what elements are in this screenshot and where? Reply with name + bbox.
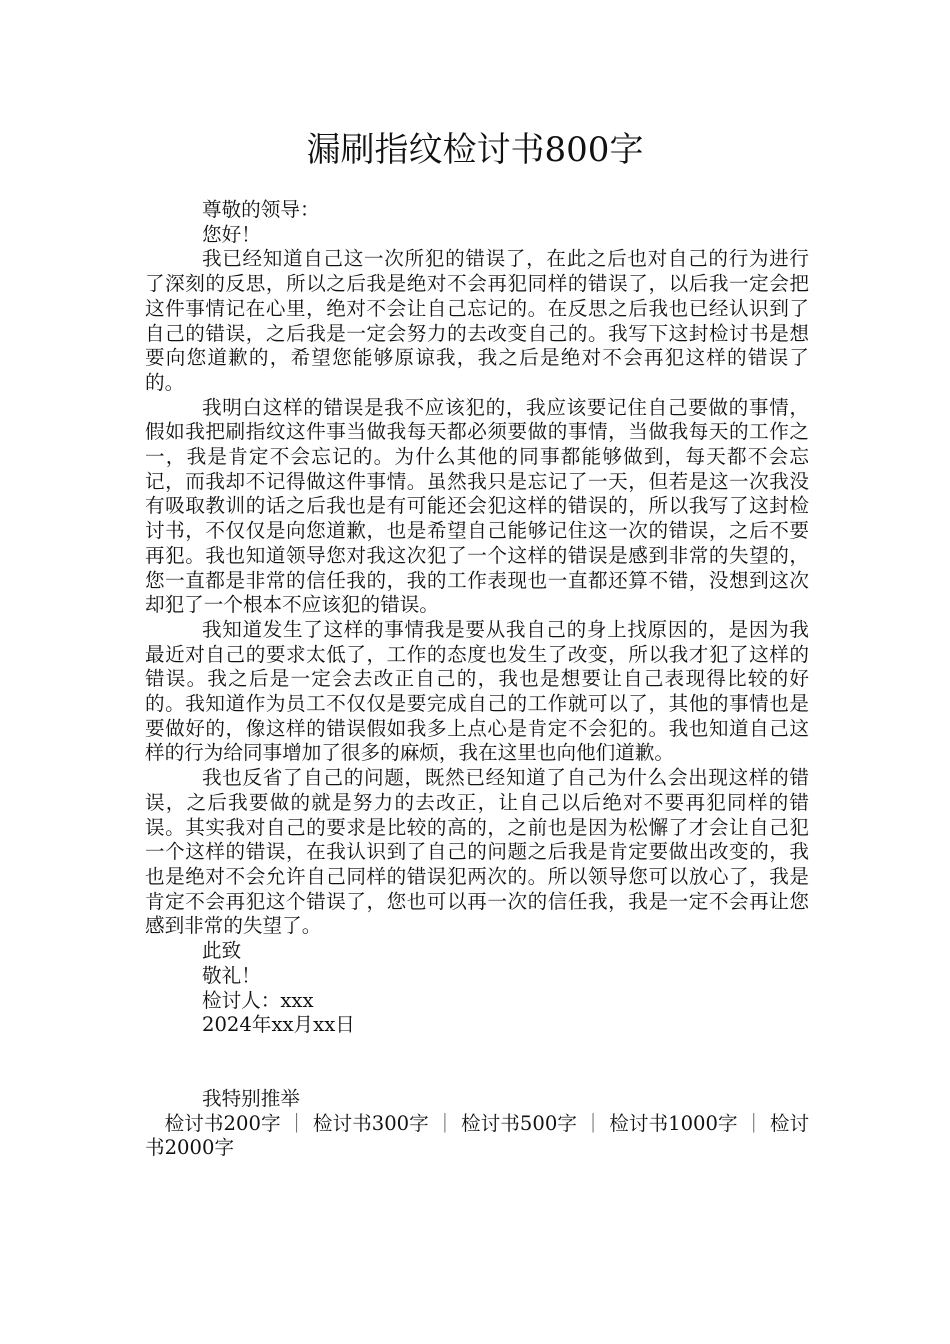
paragraph-2: 我明白这样的错误是我不应该犯的，我应该要记住自己要做的事情，假如我把刷指纹这件事当做我每天都必须要做的事情，当做我每天的工作之一，我是肯定不会忘记的。为什么其他的同事都能够做到，每天都不会忘记，而我却不记得做这件事情。虽然我只是忘记了一天，但若是这一次我没有吸取教训的话之后我也是有可能还会犯这样的错误的，所以我写了这封检讨书，不仅仅是向您道歉，也是希望自己能够记住这一次的错误，之后不要再犯。我也知道领导您对我这次犯了一个这样的错误是感到非常的失望的，您一直都是非常的信任我的，我的工作表现也一直都还算不错，没想到这次却犯了一个根本不应该犯的错误。 xyxy=(145,395,809,617)
closing-line-2: 敬礼！ xyxy=(202,963,261,987)
document-body xyxy=(145,198,809,1161)
paragraph-1: 我已经知道自己这一次所犯的错误了，在此之后也对自己的行为进行了深刻的反思，所以之后我是绝对不会再犯同样的错误了，以后我一定会把这件事情记在心里，绝对不会让自己忘记的。在反思之后我也已经认识到了自己的错误，之后我是一定会努力的去改变自己的。我写下这封检讨书是想要向您道歉的，希望您能够原谅我，我之后是绝对不会再犯这样的错误了的。 xyxy=(145,247,809,394)
link-separator: ｜ xyxy=(286,1111,307,1135)
document-title: 漏刷指纹检讨书800字 xyxy=(306,130,644,170)
spacer xyxy=(145,1038,809,1087)
link-separator: ｜ xyxy=(743,1111,764,1135)
link-separator: ｜ xyxy=(583,1111,603,1135)
date: 2024年xx月xx日 xyxy=(202,1013,355,1037)
closing-line-1: 此致 xyxy=(202,939,242,963)
paragraph-4: 我也反省了自己的问题，既然已经知道了自己为什么会出现这样的错误，之后我要做的就是努力的去改正，让自己以后绝对不要再犯同样的错误。其实我对自己的要求是比较的高的，之前也是因为松懈了才会让自己犯一个这样的错误，在我认识到了自己的问题之后我是肯定要做出改变的，我也是绝对不会允许自己同样的错误犯两次的。所以领导您可以放心了，我是肯定不会再犯这个错误了，您也可以再一次的信任我，我是一定不会再让您感到非常的失望了。 xyxy=(145,766,809,938)
link-review-2000[interactable]: 检讨书2000字 xyxy=(145,1111,810,1160)
link-review-200[interactable]: 检讨书200字 xyxy=(164,1111,281,1135)
link-separator: ｜ xyxy=(435,1111,455,1135)
paragraph-3: 我知道发生了这样的事情我是要从我自己的身上找原因的，是因为我最近对自己的要求太低了，工作的态度也发生了改变，所以我才犯了这样的错误。我之后是一定会去改正自己的，我也是想要让自己表现得比较的好的。我知道作为员工不仅仅是要完成自己的工作就可以了，其他的事情也是要做好的，像这样的错误假如我多上点心是肯定不会犯的。我也知道自己这样的行为给同事增加了很多的麻烦，我在这里也向他们道歉。 xyxy=(145,617,809,765)
greeting: 您好！ xyxy=(202,222,261,246)
link-review-300[interactable]: 检讨书300字 xyxy=(312,1111,429,1135)
salutation: 尊敬的领导： xyxy=(202,198,320,221)
link-review-500[interactable]: 检讨书500字 xyxy=(461,1111,577,1135)
recommend-links xyxy=(145,1112,809,1161)
link-review-1000[interactable]: 检讨书1000字 xyxy=(609,1111,738,1135)
recommend-heading: 我特别推举 xyxy=(202,1086,300,1110)
signer: 检讨人：xxx xyxy=(202,988,314,1012)
